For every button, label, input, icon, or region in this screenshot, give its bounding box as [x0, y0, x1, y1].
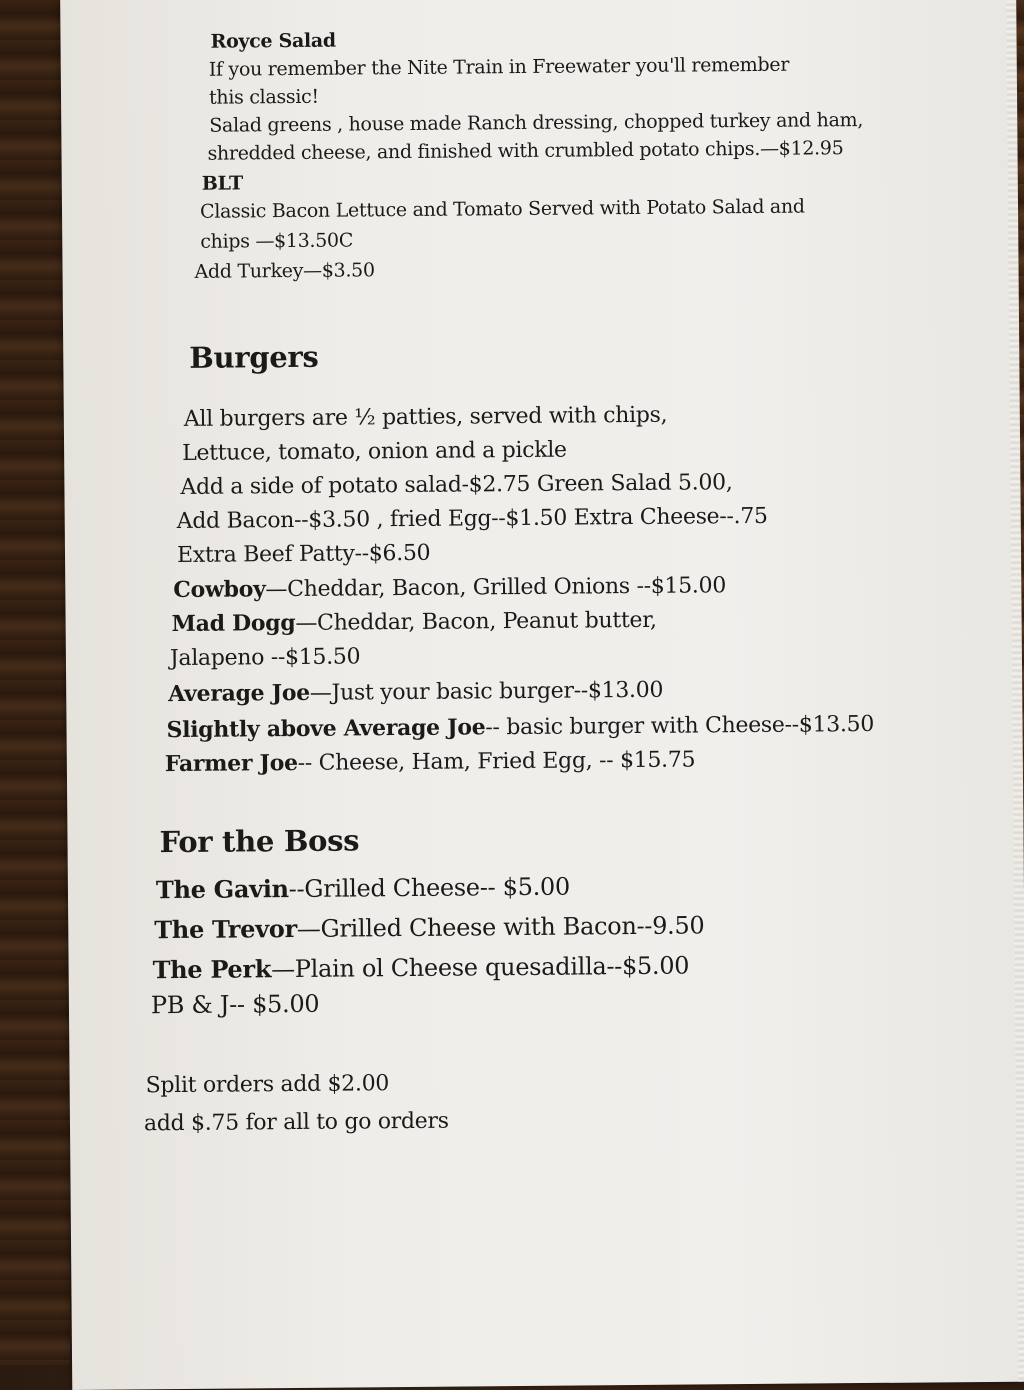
- burger-name: Cowboy: [173, 576, 265, 603]
- boss-item-desc: -- $5.00: [229, 990, 319, 1019]
- boss-heading: For the Boss: [159, 823, 359, 859]
- boss-item-name: The Gavin: [156, 874, 289, 904]
- boss-item-name: The Trevor: [154, 914, 297, 944]
- burgers-info-1: All burgers are ½ patties, served with chips,: [184, 403, 668, 432]
- royce-salad-title: Royce Salad: [210, 30, 336, 53]
- boss-item: [154, 910, 704, 944]
- split-orders-note: Split orders add $2.00: [146, 1071, 390, 1098]
- burger-desc: -- Cheese, Ham, Fried Egg, -- $15.75: [298, 747, 696, 775]
- burgers-info-2: Lettuce, tomato, onion and a pickle: [182, 438, 567, 466]
- burger-item: [172, 607, 657, 637]
- burgers-heading: Burgers: [189, 340, 318, 375]
- burger-item: [166, 711, 874, 743]
- burger-desc: —Just your basic burger--$13.00: [310, 678, 663, 706]
- wood-table-left: [0, 0, 70, 1365]
- royce-salad-desc-3: Salad greens , house made Ranch dressing, chopped turkey and ham,: [209, 109, 863, 137]
- burger-name: Slightly above Average Joe: [166, 714, 485, 743]
- boss-item: [156, 872, 570, 905]
- blt-desc-2: chips —$13.50C: [200, 229, 353, 252]
- boss-item-name: PB & J: [151, 991, 229, 1020]
- burger-item: [165, 746, 696, 777]
- boss-item-desc: —Plain ol Cheese quesadilla--$5.00: [271, 952, 689, 984]
- burger-desc: Jalapeno --$15.50: [170, 644, 361, 671]
- blt-desc-1: Classic Bacon Lettuce and Tomato Served with Potato Salad and: [200, 196, 805, 223]
- boss-item: [151, 990, 320, 1019]
- boss-item-name: The Perk: [153, 954, 272, 984]
- burger-desc: —Cheddar, Bacon, Grilled Onions --$15.00: [265, 573, 726, 602]
- boss-item: [153, 951, 690, 985]
- boss-item-desc: —Grilled Cheese with Bacon--9.50: [297, 911, 705, 943]
- burgers-info-3: Add a side of potato salad-$2.75 Green Salad 5.00,: [180, 470, 732, 500]
- menu-content: [60, 0, 1022, 1390]
- burger-name: Farmer Joe: [165, 750, 298, 777]
- royce-salad-desc-2: this classic!: [209, 86, 319, 109]
- burgers-info-5: Extra Beef Patty--$6.50: [177, 541, 430, 568]
- burger-item-continued: [170, 643, 361, 671]
- menu-page: [60, 0, 1022, 1390]
- burger-item: [168, 677, 663, 707]
- blt-title: BLT: [202, 172, 243, 194]
- royce-salad-desc-1: If you remember the Nite Train in Freewater you'll remember: [209, 54, 789, 81]
- burger-desc: —Cheddar, Bacon, Peanut butter,: [295, 608, 656, 636]
- boss-item-desc: --Grilled Cheese-- $5.00: [289, 873, 570, 903]
- burger-name: Average Joe: [168, 680, 310, 707]
- burger-desc: -- basic burger with Cheese--$13.50: [485, 712, 874, 740]
- burgers-info-4: Add Bacon--$3.50 , fried Egg--$1.50 Extra Cheese--.75: [177, 504, 768, 534]
- blt-add-turkey: Add Turkey—$3.50: [194, 259, 374, 283]
- royce-salad-desc-4: shredded cheese, and finished with crumbled potato chips.—$12.95: [207, 137, 843, 165]
- to-go-orders-note: add $.75 for all to go orders: [144, 1109, 449, 1137]
- burger-item: [173, 572, 726, 603]
- burger-name: Mad Dogg: [172, 610, 296, 637]
